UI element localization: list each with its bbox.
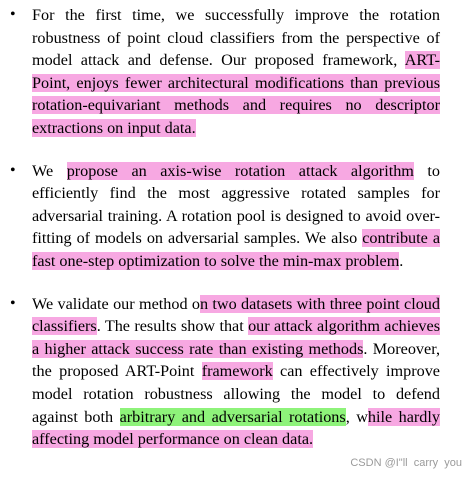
highlighted-text: contribute a fast one-step optimization to solve the min-max problem xyxy=(32,229,441,270)
highlighted-text: hile hardly affecting model performance on clean data. xyxy=(32,407,440,449)
text-segment: . The results show that xyxy=(96,317,249,336)
text-segment: . Moreover, the proposed ART-Point xyxy=(32,339,440,381)
contribution-item-1 xyxy=(0,4,474,140)
highlighted-text: n two datasets with three point cloud classifiers xyxy=(32,294,440,336)
text-segment: We validate our method o xyxy=(32,294,200,313)
bullet-marker: • xyxy=(10,294,16,312)
contribution-item-2 xyxy=(0,160,474,273)
text-segment: For the first time, we successfully improve the rotation robustness of point cloud classifiers from the perspective of model attack and defense. Our proposed framework, xyxy=(32,6,440,70)
highlighted-text: framework xyxy=(201,362,273,381)
highlighted-text: ART-Point, enjoys fewer architectural modifications than previous rotation-equivariant methods and requires no descriptor extractions on input data. xyxy=(32,51,440,137)
text-segment: to efficiently find the most aggressive rotated samples for adversarial training. A rotation pool is designed to avoid over-fitting of models on adversarial samples. We also xyxy=(32,161,440,248)
text-segment: , w xyxy=(345,407,368,426)
text-segment: We xyxy=(32,161,67,180)
bullet-marker: • xyxy=(10,161,16,179)
highlighted-text: our attack algorithm achieves a higher attack success rate than existing methods xyxy=(32,317,440,358)
text-segment: can effectively improve model rotation robustness allowing the model to defend against both xyxy=(32,362,440,426)
contribution-item-3 xyxy=(0,293,474,451)
contribution-list xyxy=(0,4,474,471)
bullet-marker: • xyxy=(10,6,16,23)
highlighted-text: propose an axis-wise rotation attack algorithm xyxy=(66,161,414,180)
watermark: CSDN @I"ll carry you xyxy=(350,457,462,469)
text-segment: . xyxy=(399,251,404,270)
highlighted-text-green: arbitrary and adversarial rotations xyxy=(119,407,346,426)
